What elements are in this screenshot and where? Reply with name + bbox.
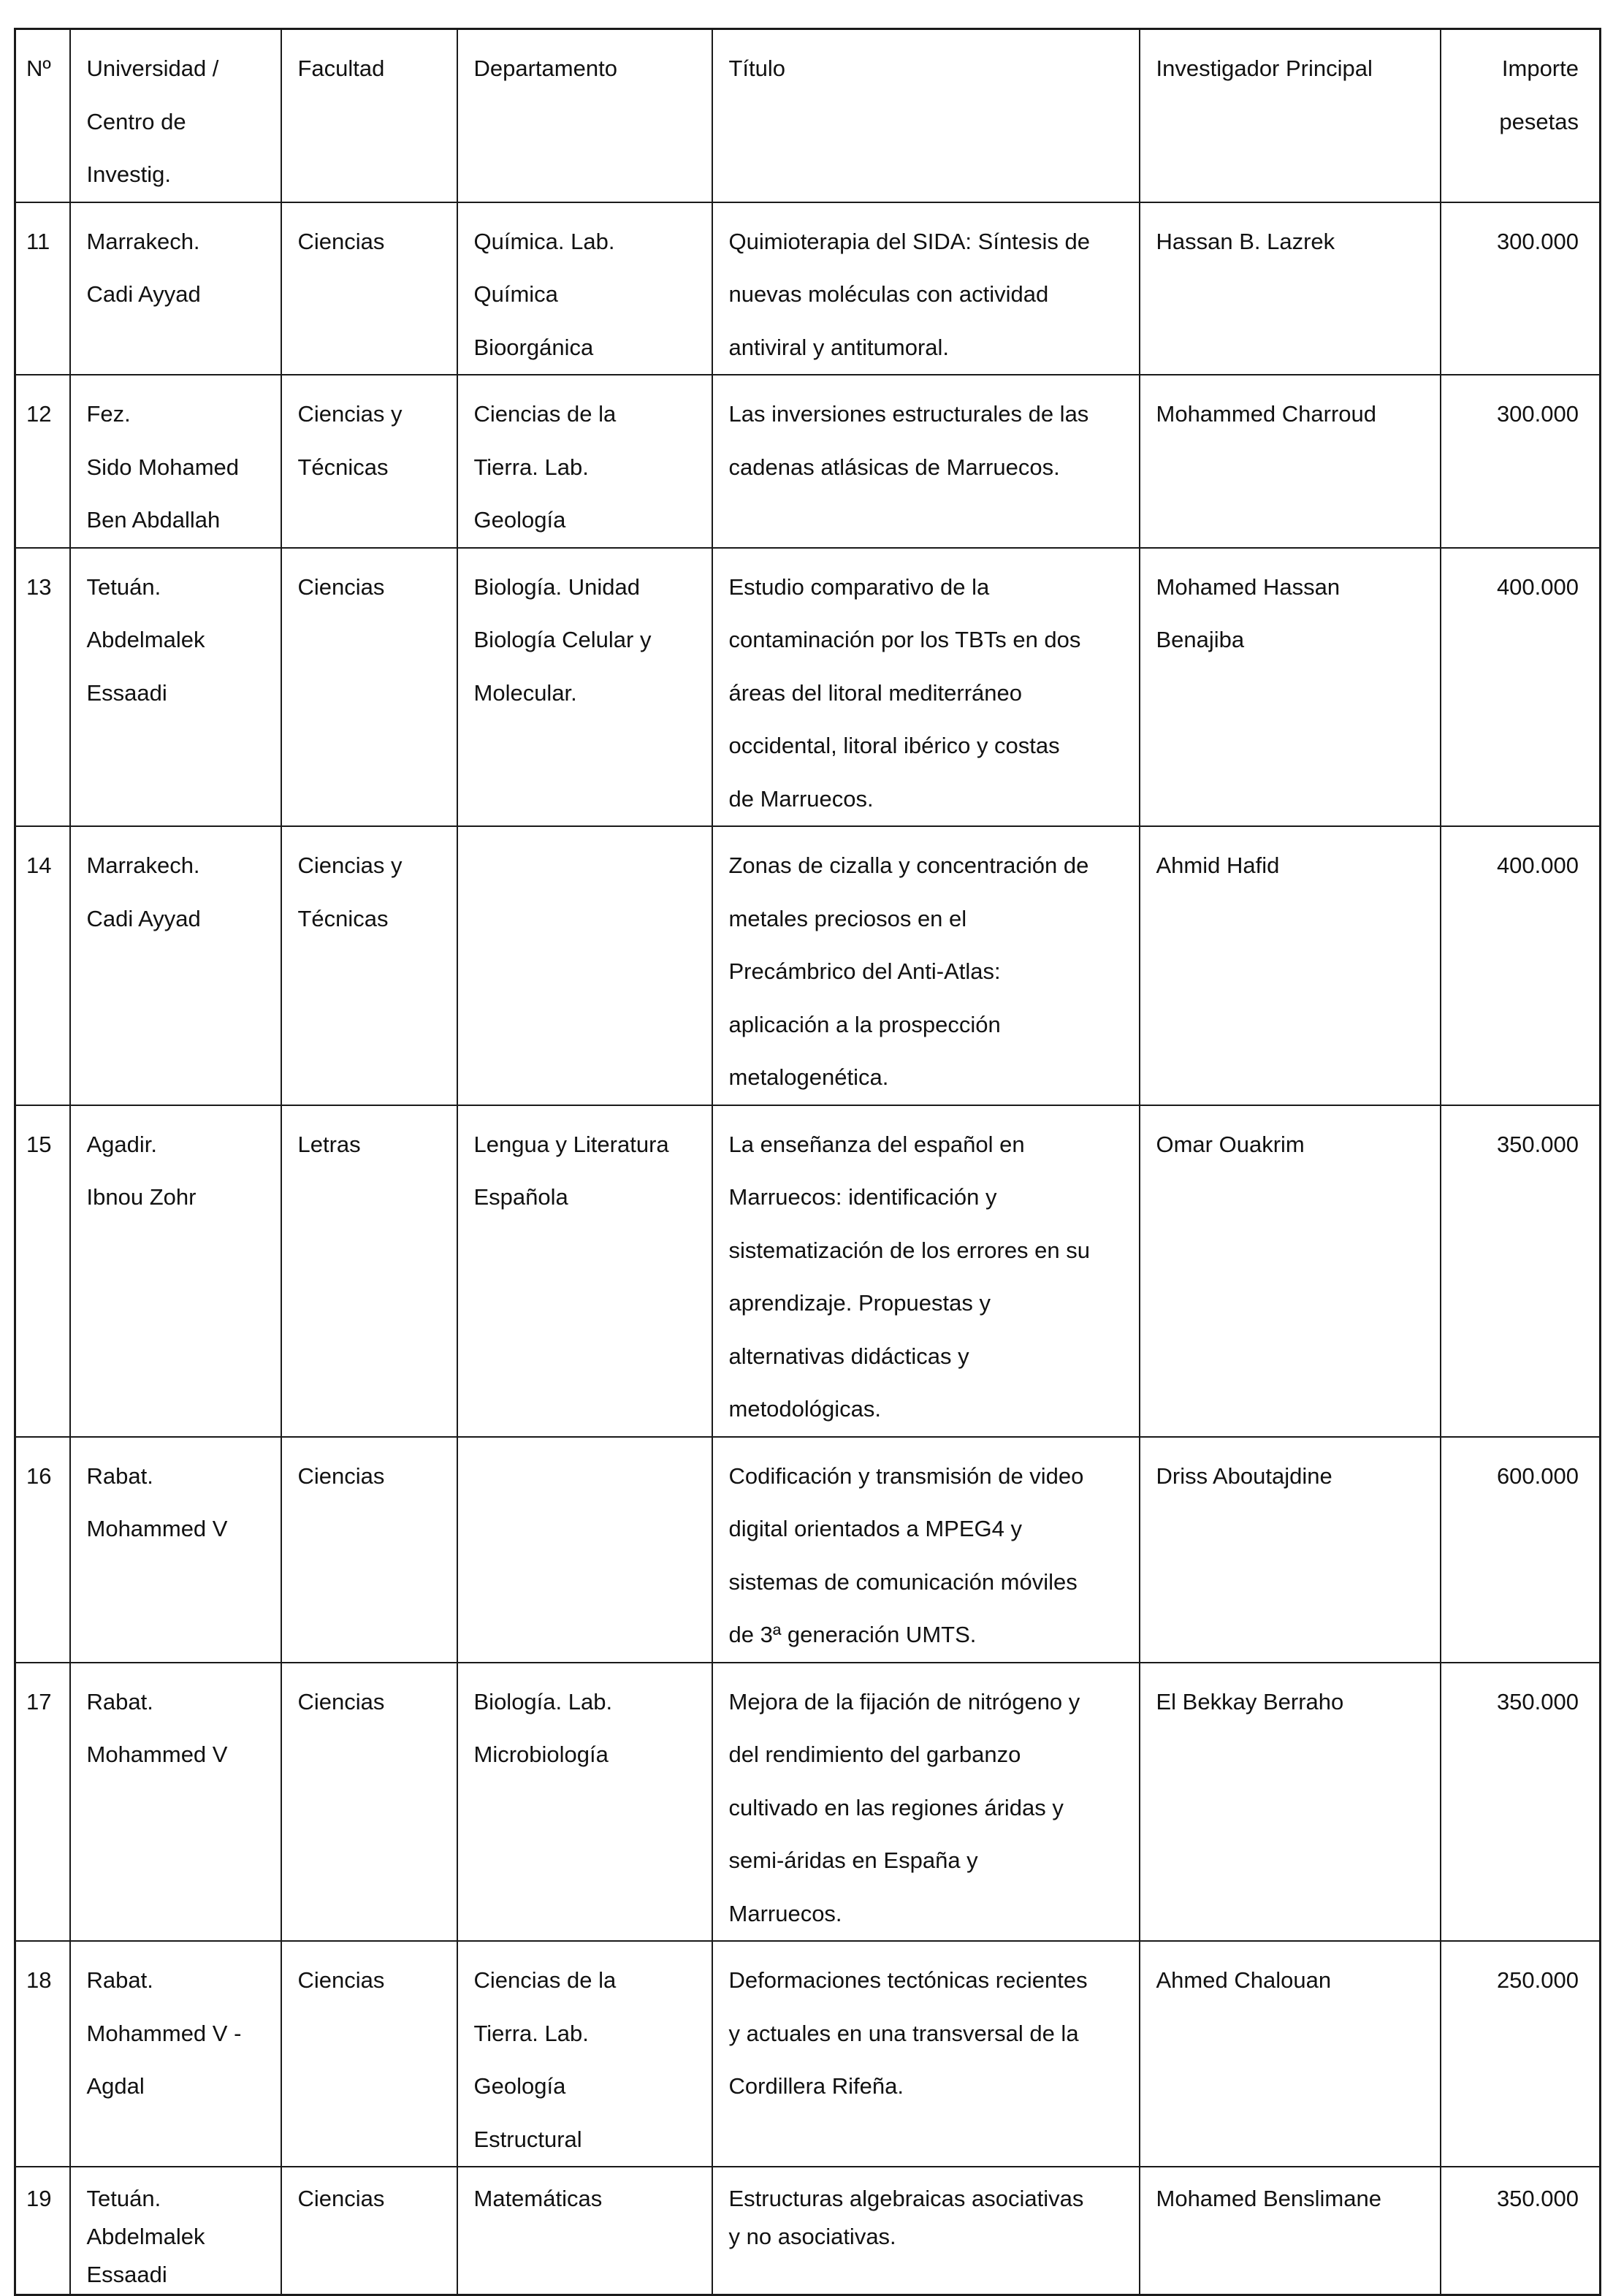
cell-num: 19 (15, 2167, 70, 2295)
cell-investigador: Ahmid Hafid (1140, 826, 1441, 1105)
cell-facultad: Ciencias (281, 1941, 457, 2167)
table-body (15, 202, 1601, 2295)
header-titulo: Título (712, 29, 1140, 202)
cell-universidad: Rabat. Mohammed V - Agdal (70, 1941, 281, 2167)
cell-investigador: Hassan B. Lazrek (1140, 202, 1441, 375)
cell-departamento: Química. Lab. Química Bioorgánica (457, 202, 712, 375)
cell-titulo: Estructuras algebraicas asociativas y no asociativas. (712, 2167, 1140, 2295)
table-row (15, 1105, 1601, 1437)
cell-departamento: Matemáticas (457, 2167, 712, 2295)
cell-departamento (457, 826, 712, 1105)
cell-num: 15 (15, 1105, 70, 1437)
cell-importe: 400.000 (1441, 548, 1601, 827)
cell-facultad: Ciencias y Técnicas (281, 375, 457, 548)
cell-departamento (457, 1437, 712, 1663)
cell-investigador: Mohammed Charroud (1140, 375, 1441, 548)
cell-titulo: Codificación y transmisión de video digital orientados a MPEG4 y sistemas de comunicación móviles de 3ª generación UMTS. (712, 1437, 1140, 1663)
cell-investigador: Omar Ouakrim (1140, 1105, 1441, 1437)
header-importe: Importe pesetas (1441, 29, 1601, 202)
cell-num: 18 (15, 1941, 70, 2167)
table-row (15, 202, 1601, 375)
cell-importe: 400.000 (1441, 826, 1601, 1105)
header-universidad: Universidad / Centro de Investig. (70, 29, 281, 202)
cell-departamento: Biología. Unidad Biología Celular y Molecular. (457, 548, 712, 827)
table-row (15, 1663, 1601, 1942)
cell-importe: 300.000 (1441, 375, 1601, 548)
cell-departamento: Biología. Lab. Microbiología (457, 1663, 712, 1942)
cell-importe: 350.000 (1441, 2167, 1601, 2295)
cell-investigador: Ahmed Chalouan (1140, 1941, 1441, 2167)
cell-departamento: Ciencias de la Tierra. Lab. Geología (457, 375, 712, 548)
cell-investigador: Driss Aboutajdine (1140, 1437, 1441, 1663)
cell-importe: 250.000 (1441, 1941, 1601, 2167)
cell-num: 11 (15, 202, 70, 375)
cell-facultad: Ciencias y Técnicas (281, 826, 457, 1105)
cell-facultad: Ciencias (281, 202, 457, 375)
cell-titulo: La enseñanza del español en Marruecos: identificación y sistematización de los errores en su aprendizaje. Propuestas y alternativas didácticas y metodológicas. (712, 1105, 1140, 1437)
cell-universidad: Tetuán. Abdelmalek Essaadi (70, 2167, 281, 2295)
header-investigador: Investigador Principal (1140, 29, 1441, 202)
cell-titulo: Quimioterapia del SIDA: Síntesis de nuevas moléculas con actividad antiviral y antitumoral. (712, 202, 1140, 375)
table-row (15, 826, 1601, 1105)
cell-facultad: Ciencias (281, 1663, 457, 1942)
cell-universidad: Marrakech. Cadi Ayyad (70, 826, 281, 1105)
cell-titulo: Zonas de cizalla y concentración de metales preciosos en el Precámbrico del Anti-Atlas: aplicación a la prospección metalogenética. (712, 826, 1140, 1105)
cell-departamento: Ciencias de la Tierra. Lab. Geología Estructural (457, 1941, 712, 2167)
header-row (15, 29, 1601, 202)
cell-universidad: Agadir. Ibnou Zohr (70, 1105, 281, 1437)
cell-num: 14 (15, 826, 70, 1105)
projects-table (14, 28, 1601, 2296)
cell-universidad: Marrakech. Cadi Ayyad (70, 202, 281, 375)
cell-facultad: Ciencias (281, 1437, 457, 1663)
table-row (15, 375, 1601, 548)
cell-departamento: Lengua y Literatura Española (457, 1105, 712, 1437)
cell-importe: 300.000 (1441, 202, 1601, 375)
cell-titulo: Deformaciones tectónicas recientes y actuales en una transversal de la Cordillera Rifeña. (712, 1941, 1140, 2167)
cell-importe: 350.000 (1441, 1663, 1601, 1942)
cell-universidad: Rabat. Mohammed V (70, 1663, 281, 1942)
cell-investigador: Mohamed Hassan Benajiba (1140, 548, 1441, 827)
cell-universidad: Fez. Sido Mohamed Ben Abdallah (70, 375, 281, 548)
header-departamento: Departamento (457, 29, 712, 202)
header-facultad: Facultad (281, 29, 457, 202)
cell-importe: 600.000 (1441, 1437, 1601, 1663)
cell-num: 17 (15, 1663, 70, 1942)
table-row (15, 2167, 1601, 2295)
cell-num: 12 (15, 375, 70, 548)
cell-facultad: Ciencias (281, 2167, 457, 2295)
cell-num: 16 (15, 1437, 70, 1663)
table-row (15, 1437, 1601, 1663)
cell-universidad: Rabat. Mohammed V (70, 1437, 281, 1663)
cell-facultad: Letras (281, 1105, 457, 1437)
cell-titulo: Las inversiones estructurales de las cadenas atlásicas de Marruecos. (712, 375, 1140, 548)
table-row (15, 548, 1601, 827)
cell-investigador: El Bekkay Berraho (1140, 1663, 1441, 1942)
cell-titulo: Estudio comparativo de la contaminación por los TBTs en dos áreas del litoral mediterráneo occidental, litoral ibérico y costas de Marruecos. (712, 548, 1140, 827)
table-row (15, 1941, 1601, 2167)
cell-importe: 350.000 (1441, 1105, 1601, 1437)
cell-titulo: Mejora de la fijación de nitrógeno y del rendimiento del garbanzo cultivado en las regiones áridas y semi-áridas en España y Marruecos. (712, 1663, 1140, 1942)
cell-num: 13 (15, 548, 70, 827)
cell-investigador: Mohamed Benslimane (1140, 2167, 1441, 2295)
header-num: Nº (15, 29, 70, 202)
cell-facultad: Ciencias (281, 548, 457, 827)
cell-universidad: Tetuán. Abdelmalek Essaadi (70, 548, 281, 827)
